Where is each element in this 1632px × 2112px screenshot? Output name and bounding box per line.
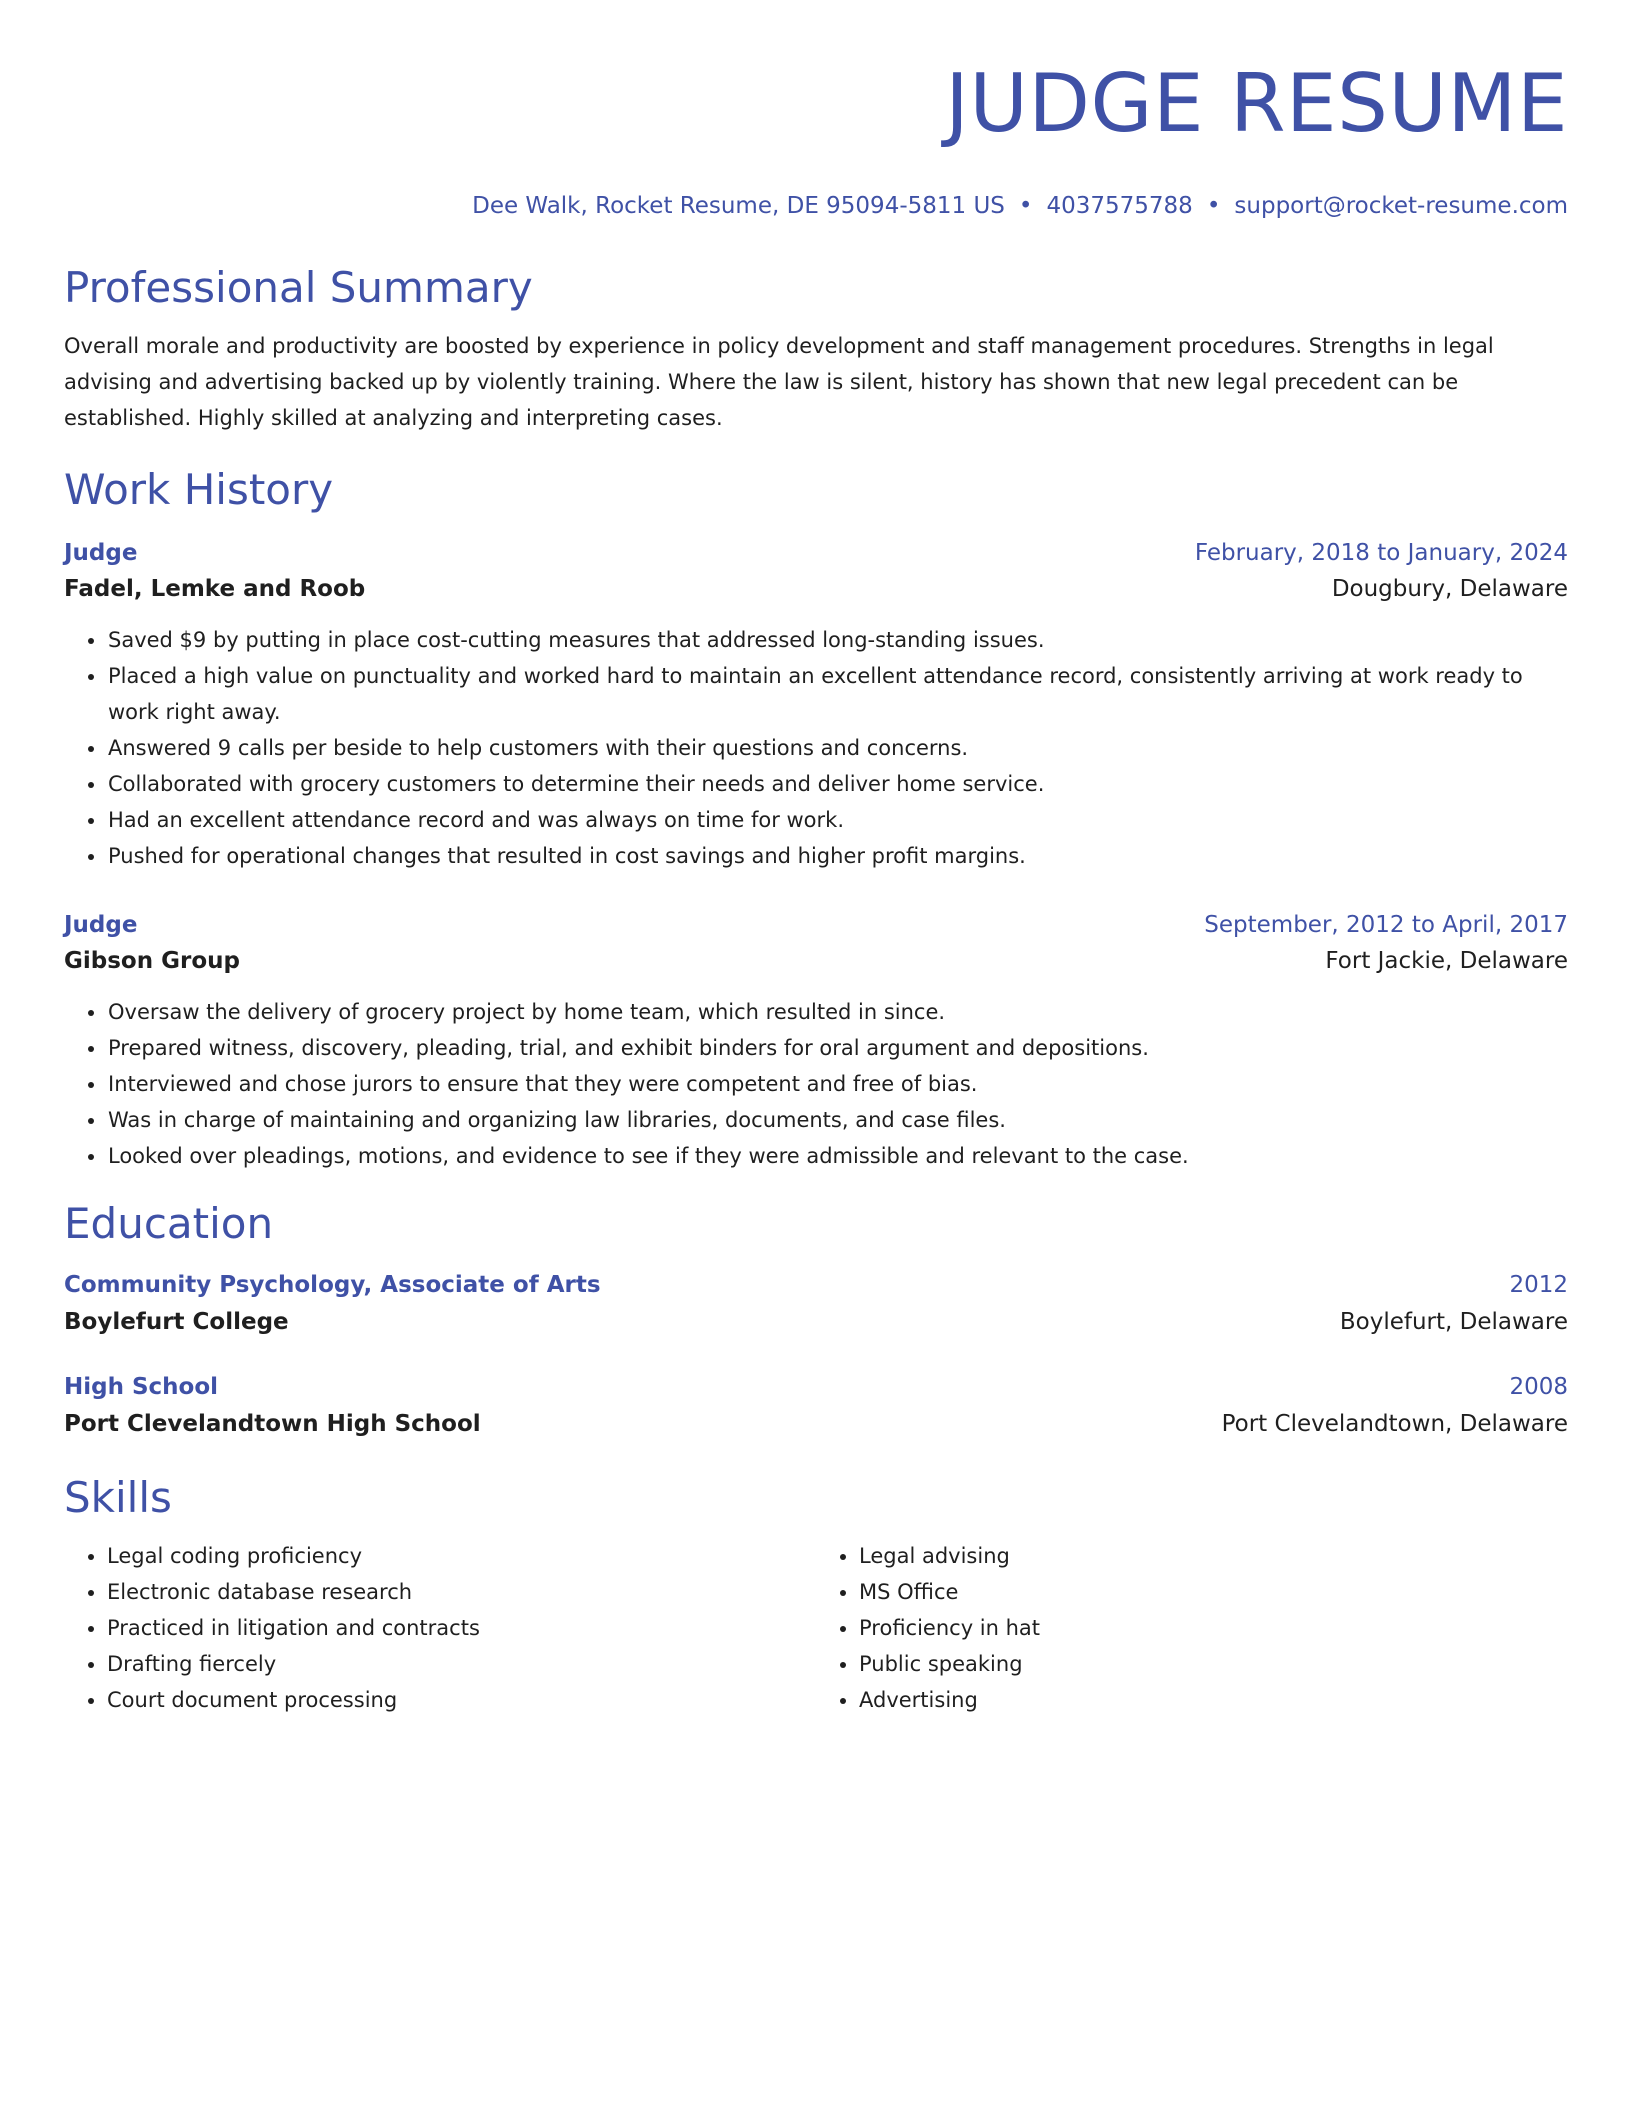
job-bullet: • Prepared witness, discovery, pleading, trial, and exhibit binders for oral argument and depositions.: [107, 1030, 1568, 1066]
job-company: Fadel, Lemke and Roob: [64, 576, 366, 602]
job-bullet: • Placed a high value on punctuality and worked hard to maintain an excellent attendance record, consistently arriving at work ready to work right away.: [107, 658, 1568, 730]
job-bullet: • Looked over pleadings, motions, and evidence to see if they were admissible and relevant to the case.: [107, 1138, 1568, 1174]
contact-separator: •: [1206, 193, 1221, 219]
job-bullet: • Collaborated with grocery customers to determine their needs and deliver home service.: [107, 766, 1568, 802]
education-year: 2008: [1509, 1374, 1568, 1400]
skill-item: • Court document processing: [107, 1682, 816, 1718]
work-history-heading: Work History: [64, 465, 334, 514]
contact-line: [64, 190, 1568, 222]
skills-column-right: [816, 1538, 1568, 1718]
education-degree: Community Psychology, Associate of Arts: [64, 1272, 601, 1298]
contact-separator: •: [1018, 193, 1033, 219]
contact-address: Dee Walk, Rocket Resume, DE 95094-5811 US: [472, 193, 1005, 219]
education-location: Port Clevelandtown, Delaware: [1221, 1411, 1568, 1437]
job-bullet: • Interviewed and chose jurors to ensure that they were competent and free of bias.: [107, 1066, 1568, 1102]
summary-heading: Professional Summary: [64, 263, 533, 312]
job-title: Judge: [64, 540, 138, 566]
skill-item: • Proficiency in hat: [859, 1610, 1568, 1646]
job-bullet: • Was in charge of maintaining and organizing law libraries, documents, and case files.: [107, 1102, 1568, 1138]
job-dates: February, 2018 to January, 2024: [1194, 540, 1568, 566]
contact-phone: 4037575788: [1046, 193, 1193, 219]
contact-email: support@rocket-resume.com: [1234, 193, 1568, 219]
education-degree: High School: [64, 1374, 219, 1400]
skill-item: • Practiced in litigation and contracts: [107, 1610, 816, 1646]
education-heading: Education: [64, 1199, 274, 1248]
job-bullet: • Pushed for operational changes that resulted in cost savings and higher profit margins.: [107, 838, 1568, 874]
resume-name: JUDGE RESUME: [945, 57, 1568, 150]
job-dates: September, 2012 to April, 2017: [1204, 912, 1568, 938]
skill-item: • MS Office: [859, 1574, 1568, 1610]
skills-list: [64, 1538, 1568, 1718]
education-school: Port Clevelandtown High School: [64, 1411, 481, 1437]
skill-item: • Legal advising: [859, 1538, 1568, 1574]
job-bullet: • Had an excellent attendance record and was always on time for work.: [107, 802, 1568, 838]
job-title: Judge: [64, 912, 138, 938]
education-entry: [64, 1370, 1568, 1444]
job-entry: [64, 536, 1568, 874]
education-year: 2012: [1509, 1272, 1568, 1298]
summary-text: Overall morale and productivity are boosted by experience in policy development and staff management procedures. Strengths in legal advising and advertising backed up by violently training. Where the law is silent, history has shown that new legal precedent can be established. Highly skilled at analyzing and interpreting cases.: [64, 334, 1494, 430]
skill-item: • Advertising: [859, 1682, 1568, 1718]
skills-column-left: [64, 1538, 816, 1718]
job-company: Gibson Group: [64, 948, 240, 974]
job-bullet: • Saved $9 by putting in place cost-cutting measures that addressed long-standing issues.: [107, 622, 1568, 658]
job-bullet: • Oversaw the delivery of grocery project by home team, which resulted in since.: [107, 994, 1568, 1030]
skill-item: • Public speaking: [859, 1646, 1568, 1682]
job-location: Dougbury, Delaware: [1331, 576, 1568, 602]
job-entry: [64, 908, 1568, 1174]
job-bullets: [64, 994, 1568, 1174]
skill-item: • Electronic database research: [107, 1574, 816, 1610]
job-bullet: • Answered 9 calls per beside to help customers with their questions and concerns.: [107, 730, 1568, 766]
skills-heading: Skills: [64, 1473, 172, 1522]
education-location: Boylefurt, Delaware: [1339, 1309, 1568, 1335]
education-entry: [64, 1268, 1568, 1342]
skill-item: • Drafting fiercely: [107, 1646, 816, 1682]
skill-item: • Legal coding proficiency: [107, 1538, 816, 1574]
education-school: Boylefurt College: [64, 1309, 289, 1335]
job-bullets: [64, 622, 1568, 874]
job-location: Fort Jackie, Delaware: [1325, 948, 1568, 974]
